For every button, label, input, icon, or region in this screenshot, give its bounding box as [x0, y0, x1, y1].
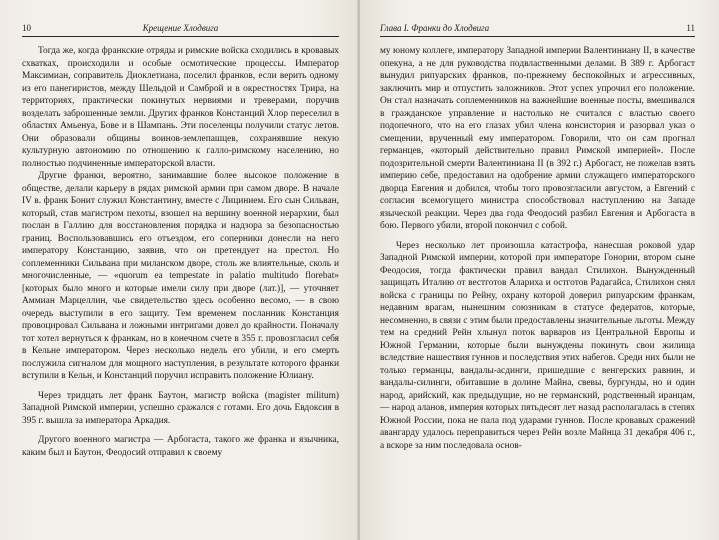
left-page-number: 10: [22, 23, 31, 33]
left-page: [0, 0, 359, 540]
left-paragraph-3: Через тридцать лет франк Баутон, магистр войска (magister militum) Западной Римской империи, успешно сражался с готами. Его дочь Евдоксия в 395 г. вышла за императора Аркадия.: [22, 390, 339, 426]
left-page-header: [22, 22, 339, 37]
left-page-body: [22, 45, 339, 459]
right-page-body: [380, 45, 695, 452]
right-paragraph-1: му юному коллеге, императору Западной империи Валентиниану II, в качестве опекуна, а не для руководства подвлаственными делами. В 389 г. Арбогаст вынудил рипуарских франков, по-прежнему беспокойных и агрессивных, заключить мир и отпустить заложников. Этот успех упрочил его положение. Он стал назначать соплеменников на важнейшие военные посты, вмешивался в гражданское управление и настолько не считался с властью своего подопечного, что на его глазах убил члена консистория и разорвал указ о смещении, врученный ему императором. Говорили, что он сам прогнал германцев, «который действительно правил Римской империей». После подозрительной смерти Валентиниана II (в 392 г.) Арбогаст, не пожелав взять империю себе, предоставил на одобрение армии служащего императорского дворца Евгения и добился, чтобы того провозгласили августом, а Евгений с согласия всемогущего министра способствовал наступлению на Западе языческой реакции. Через два года Феодосий разбил Евгения и Арбогаста в бою. Первого убили, второй покончил с собой.: [380, 46, 695, 231]
right-paragraph-2: Через несколько лет произошла катастрофа, нанесшая роковой удар Западной Римской империи, которой при императоре Гонории, втором сыне Феодосия, тогда фактически правил вандал Стилихон. Вынужденный защищать Италию от вестготов Алариха и остготов Радагайса, Стилихон снял войска с границы по Рейну, охрану которой доверил рипуарским франкам, недавним врагам, нынешним союзникам в статусе федератов, которые, несомненно, в связи с этим были предоставлены значительные льготы. Между тем на средний Рейн хлынул поток варваров из Центральной Европы и Южной Германии, которые были вынуждены покинуть свои жилища вследствие нашествия гуннов и последствия этих набегов. Среди них были не только германцы, вандалы-асдинги, пришедшие с венгерских равнин, и вандалы-силинги, обитавшие в долине Майна, свевы, бургунды, но и один народ, арийский, как предыдущие, но не германский, родственный иранцам, — народ аланов, империя которых пятьдесят лет назад располагалась в степях Южной России, пока не пала под ударами гуннов. После кровавых сражений авангарду удалось переправиться через Рейн возле Майнца 31 декабря 406 г., а вскоре за ним последовала основ-: [380, 240, 695, 451]
left-running-head: Крещение Хлодвига: [142, 23, 219, 33]
left-paragraph-2: Другие франки, вероятно, занимавшие более высокое положение в обществе, делали карьеру в рядах римской армии при самом дворе. В начале IV в. франк Бонит служил Константину, вместе с Лицинием. Его сын Сильван, который, став магистром пехоты, взошел на вершину военной иерархии, был послан в Галлию для восстановления порядка и надзора за безопасностью границ. Воспользовавшись его отъездом, его соперники донесли на него императору Констанцию, заявив, что он претендует на престол. Но соплеменники Сильвана при миланском дворе, столь же влиятельные, сколь и многочисленные, — «quorum ea tempestate in palatio multitudo florebat» [которых было много и которые имели силу при дворе (лат.)], — уточняет Аммиан Марцеллин, чье свидетельство здесь особенно весомо, — в свою очередь выступили в его защиту. Тем временем посланник Констанция провоцировал Сильвана и ложными интригами довел до крайности. Поначалу тот хотел вернуться к франкам, но в конечном счете в 355 г. провозгласил себя в Кельне императором. Через несколько недель его убили, и его смерть послужила сигналом для мощного наступления, в результате которого франки вступили в Кельн, и Констанций поручил исправить положение Юлиану.: [22, 171, 339, 381]
right-page-header: [380, 22, 695, 37]
left-paragraph-1: Тогда же, когда франкские отряды и римские войска сходились в кровавых схватках, происходили и особые осмотические процессы. Император Максимиан, соправитель Диоклетиана, поселил франков, если верить одному из его панегиристов, между Шельдой и Самброй и в окрестностях Трира, на территориях, практически покинутых нервиями и треверами, поручив возделать заброшенные земли. Других франков Констанций Хлор переселил в областях Амьенуа, Бове и в Шампань. Эти поселенцы получили статус летов. Они образовали общины воинов-землепашцев, сохранявшие некую культурную автономию по отношению к галло-римскому населению, но полностью подчиненные императорской власти.: [22, 46, 339, 169]
right-page: [360, 0, 719, 540]
right-running-head: Глава I. Франки до Хлодвига: [380, 23, 490, 33]
right-page-number: 11: [686, 23, 695, 33]
left-paragraph-4: Другого военного магистра — Арбогаста, такого же франка и язычника, каким был и Баутон, Феодосий отправил к своему: [22, 435, 339, 458]
